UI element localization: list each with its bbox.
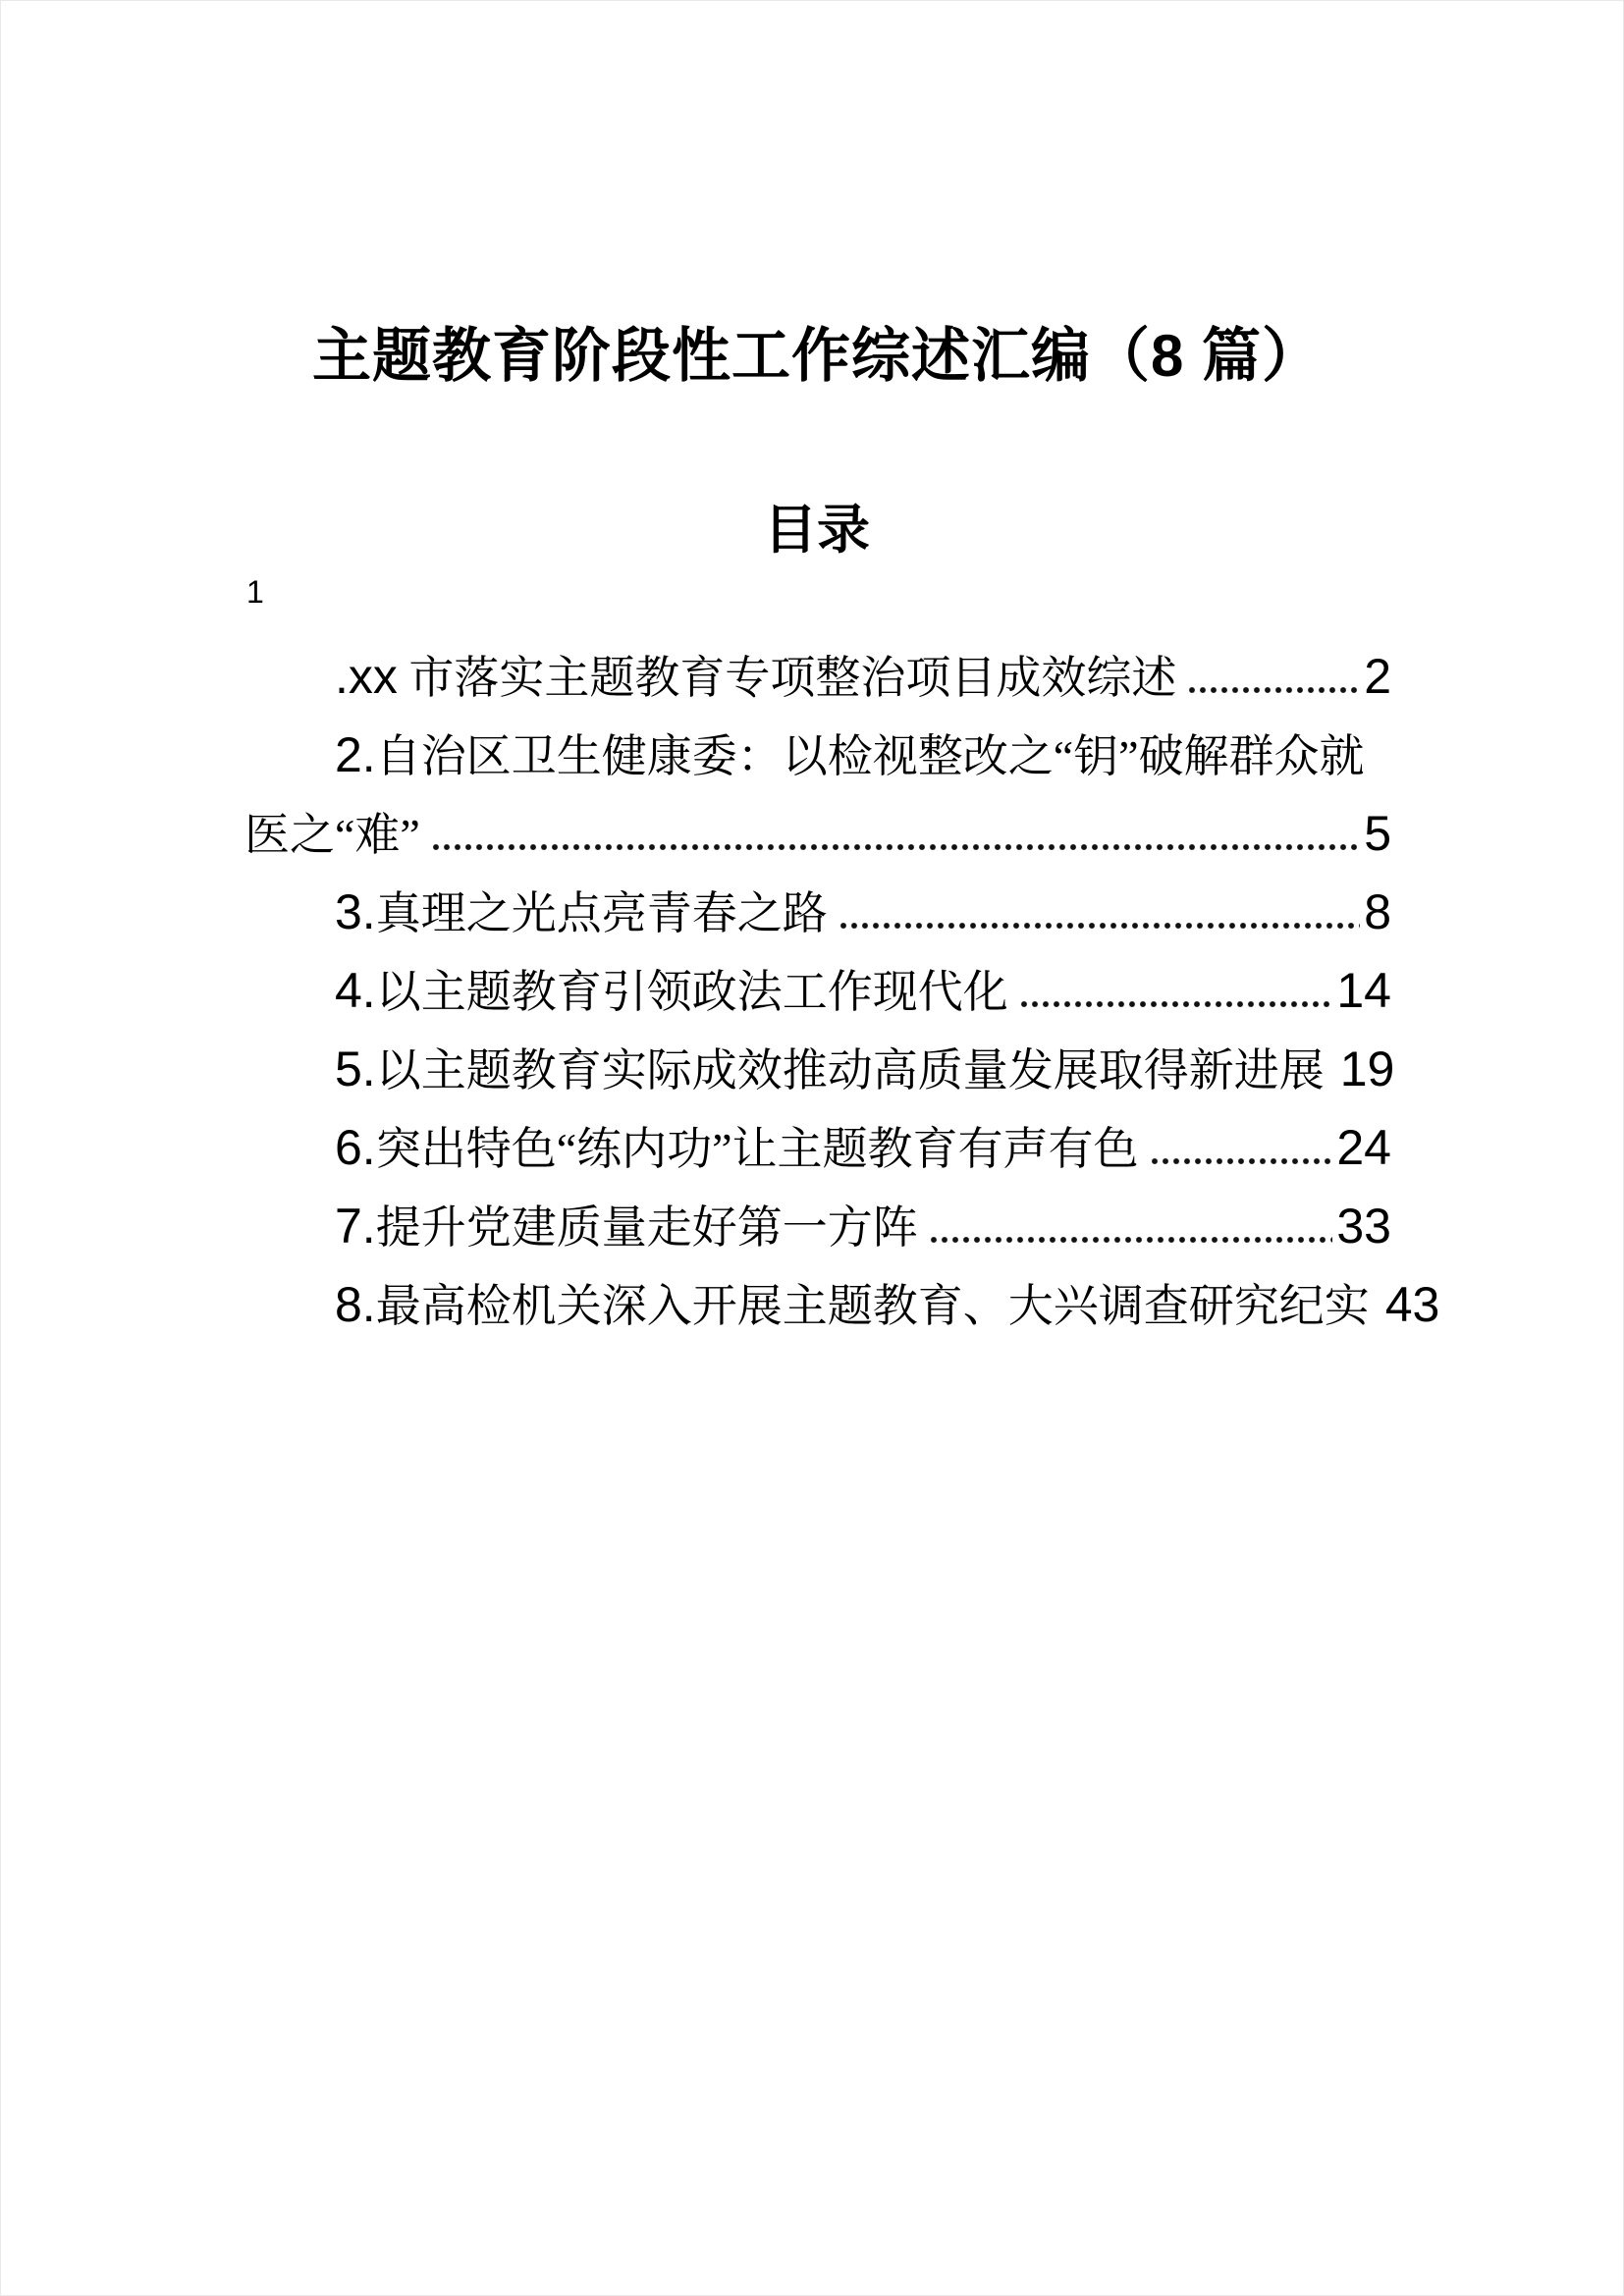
toc-row: [244, 873, 1391, 951]
toc-entry-number: 8.: [335, 1277, 376, 1332]
toc-row: [244, 637, 1391, 716]
toc-entry-title: 提升党建质量走好第一方阵: [375, 1202, 918, 1253]
toc-entry-title: 市落实主题教育专项整治项目成效综述: [397, 653, 1177, 703]
toc-entry-title: 以主题教育实际成效推动高质量发展取得新进展: [375, 1045, 1325, 1095]
toc-page-number: 19: [1339, 1041, 1395, 1096]
toc-entry-title: 真理之光点亮青春之路: [375, 888, 828, 938]
toc-page-number: 24: [1336, 1120, 1391, 1175]
document-title: 主题教育阶段性工作综述汇编（8 篇）: [311, 323, 1323, 389]
toc-page-number: 2: [1364, 649, 1391, 704]
toc-entry-number: 7.: [335, 1199, 376, 1254]
toc-leader-dots: [1188, 685, 1360, 695]
toc-entry-number: .xx: [335, 649, 398, 704]
toc-row: [244, 716, 1391, 794]
toc-entry-title: 最高检机关深入开展主题教育、大兴调查研究纪实: [375, 1281, 1370, 1331]
toc-page-number: 8: [1364, 884, 1391, 939]
toc-entry-number: 6.: [335, 1120, 376, 1175]
toc-entry-number: 2.: [335, 727, 376, 782]
toc-entry-number: 4.: [335, 963, 376, 1018]
toc-page-number: 33: [1336, 1199, 1391, 1254]
toc-leader-dots: [1020, 999, 1333, 1009]
toc-row: [244, 1108, 1391, 1187]
toc-page-number: 14: [1336, 963, 1391, 1018]
toc-entry-title: 突出特色“练内功”让主题教育有声有色: [375, 1124, 1139, 1174]
table-of-contents: [1, 637, 1623, 1344]
toc-page-number: 43: [1384, 1277, 1440, 1332]
toc-row: [244, 1030, 1395, 1108]
stray-entry-number: 1: [246, 574, 264, 610]
toc-row: [244, 794, 1391, 873]
toc-row: [244, 1187, 1391, 1265]
toc-row: [244, 951, 1391, 1030]
toc-leader-dots: [930, 1235, 1333, 1245]
toc-page-number: 5: [1364, 806, 1391, 861]
toc-heading: 目录: [764, 501, 870, 560]
toc-entry-title: 医之“难”: [244, 810, 420, 860]
toc-leader-dots: [839, 921, 1360, 931]
toc-entry-title: 以主题教育引领政法工作现代化: [375, 967, 1008, 1017]
toc-entry-title: 自治区卫生健康委：以检视整改之“钥”破解群众就: [375, 731, 1365, 781]
toc-entry-number: 3.: [335, 884, 376, 939]
toc-entry-number: 5.: [335, 1041, 376, 1096]
toc-row: [244, 1265, 1440, 1344]
toc-leader-dots: [432, 842, 1360, 852]
toc-leader-dots: [1151, 1156, 1333, 1166]
